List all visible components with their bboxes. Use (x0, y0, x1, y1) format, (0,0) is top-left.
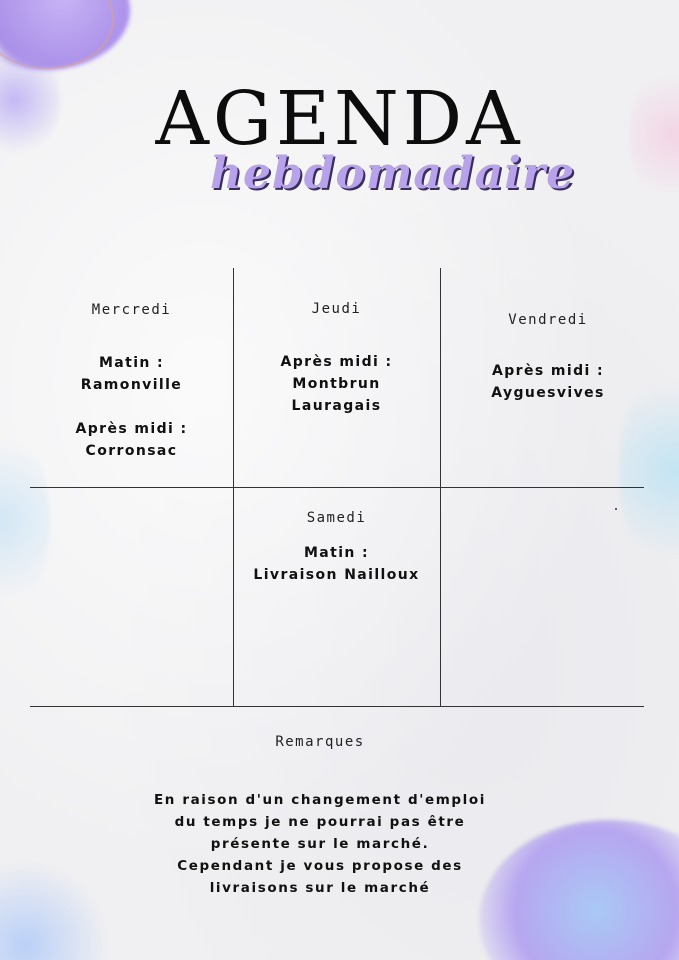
day-name: Vendredi (508, 312, 588, 328)
day-entry: Matin : Livraison Nailloux (253, 545, 420, 583)
remarks-label: Remarques (275, 734, 365, 750)
day-name: Mercredi (91, 302, 172, 318)
day-entry: Après midi : Corronsac (75, 421, 188, 459)
watercolor-decoration (0, 860, 110, 960)
stray-dot (615, 508, 617, 510)
day-name: Samedi (306, 510, 367, 526)
day-entry: Après midi : Montbrun Lauragais (280, 354, 393, 414)
day-cell-mercredi (30, 302, 233, 462)
day-cell-vendredi (448, 312, 648, 404)
grid-divider (30, 487, 644, 488)
remarks-text: En raison d'un changement d'emploi du temps je ne pourrai pas être présente sur le marché. Cependant je vous propose des livraisons sur le marché (153, 792, 487, 896)
page-title: AGENDA (155, 76, 524, 162)
grid-divider (30, 706, 644, 707)
day-entry: Après midi : Ayguesvives (491, 363, 605, 401)
day-cell-jeudi (233, 301, 440, 417)
day-entry: Matin : Ramonville (80, 355, 183, 393)
day-name: Jeudi (311, 301, 362, 317)
page-subtitle: hebdomadaire (210, 148, 576, 199)
day-cell-samedi (233, 510, 440, 586)
